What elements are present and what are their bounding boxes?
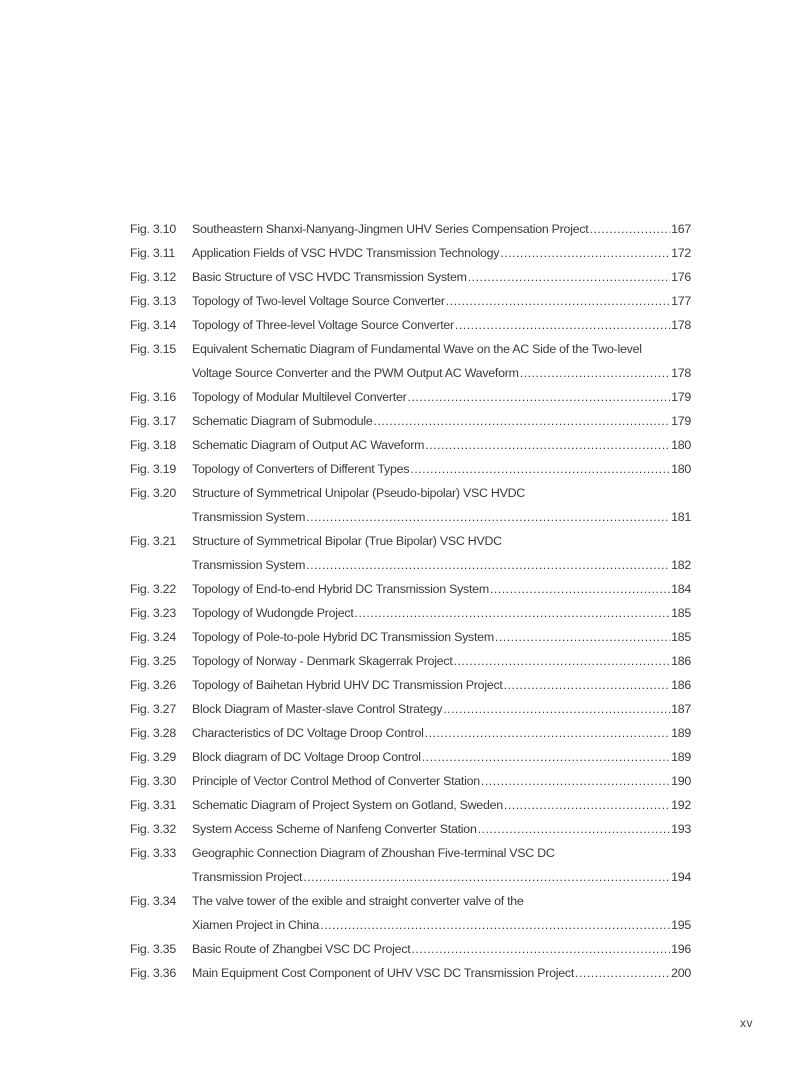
entry-line	[130, 217, 691, 241]
entry-line	[130, 577, 691, 601]
figure-label: Fig. 3.12	[130, 270, 176, 284]
figure-page: 192	[671, 798, 691, 812]
figure-title: Basic Structure of VSC HVDC Transmission System	[192, 270, 467, 284]
entry-line	[130, 649, 691, 673]
entry-line	[130, 793, 691, 817]
figure-title: Schematic Diagram of Output AC Waveform	[192, 438, 425, 452]
figure-entry	[130, 241, 691, 265]
dot-leader	[455, 313, 670, 337]
entry-line	[130, 937, 691, 961]
entry-line	[130, 697, 691, 721]
figure-entry	[130, 841, 691, 889]
entry-line	[130, 361, 691, 385]
figure-entry	[130, 649, 691, 673]
figure-title: Transmission Project	[192, 870, 303, 884]
figure-label	[130, 865, 192, 889]
figure-entry	[130, 601, 691, 625]
dot-leader	[306, 553, 670, 577]
dot-leader	[422, 745, 670, 769]
figure-entry	[130, 217, 691, 241]
dot-leader	[490, 577, 670, 601]
figure-page: 172	[671, 246, 691, 260]
figure-label: Fig. 3.32	[130, 822, 176, 836]
dot-leader	[374, 409, 671, 433]
figure-label: Fig. 3.19	[130, 462, 176, 476]
figure-entry	[130, 745, 691, 769]
entry-line	[130, 529, 691, 553]
figure-label	[130, 553, 192, 577]
figure-title: The valve tower of the exible and straight converter valve of the	[192, 894, 524, 908]
figure-entry	[130, 409, 691, 433]
dot-leader	[303, 865, 670, 889]
entry-line	[130, 289, 691, 313]
dot-leader	[495, 625, 670, 649]
entry-line	[130, 433, 691, 457]
figure-entry	[130, 265, 691, 289]
entry-line	[130, 553, 691, 577]
page-number: xv	[740, 1016, 753, 1030]
entry-line	[130, 625, 691, 649]
figure-title: Structure of Symmetrical Unipolar (Pseudo-bipolar) VSC HVDC	[192, 486, 525, 500]
dot-leader	[320, 913, 670, 937]
figure-page: 186	[671, 654, 691, 668]
figure-label: Fig. 3.31	[130, 798, 176, 812]
figure-entry	[130, 289, 691, 313]
figure-label: Fig. 3.14	[130, 318, 176, 332]
figure-page: 178	[671, 366, 691, 380]
figure-title: Basic Route of Zhangbei VSC DC Project	[192, 942, 411, 956]
figure-page: 184	[671, 582, 691, 596]
figure-title: Xiamen Project in China	[192, 918, 320, 932]
figure-label: Fig. 3.21	[130, 534, 176, 548]
figure-title: Block Diagram of Master-slave Control Strategy	[192, 702, 443, 716]
figure-title: Schematic Diagram of Submodule	[192, 414, 373, 428]
figure-page: 189	[671, 726, 691, 740]
dot-leader	[411, 937, 670, 961]
dot-leader	[575, 961, 670, 985]
figure-entry	[130, 313, 691, 337]
figure-label: Fig. 3.36	[130, 966, 176, 980]
figure-entry	[130, 337, 691, 385]
dot-leader	[425, 433, 670, 457]
entry-line	[130, 769, 691, 793]
figure-label: Fig. 3.26	[130, 678, 176, 692]
entry-line	[130, 841, 691, 865]
dot-leader	[306, 505, 670, 529]
figure-label: Fig. 3.28	[130, 726, 176, 740]
figure-page: 181	[671, 510, 691, 524]
figure-title: System Access Scheme of Nanfeng Converter Station	[192, 822, 477, 836]
figure-entry	[130, 673, 691, 697]
figure-label: Fig. 3.15	[130, 342, 176, 356]
figure-title: Characteristics of DC Voltage Droop Control	[192, 726, 424, 740]
dot-leader	[520, 361, 670, 385]
figure-title: Geographic Connection Diagram of Zhoushan Five-terminal VSC DC	[192, 846, 555, 860]
dot-leader	[443, 697, 670, 721]
figure-title: Southeastern Shanxi-Nanyang-Jingmen UHV Series Compensation Project	[192, 222, 589, 236]
figure-page: 177	[671, 294, 691, 308]
entry-line	[130, 721, 691, 745]
figure-title: Transmission System	[192, 558, 306, 572]
figure-entry	[130, 697, 691, 721]
figure-label: Fig. 3.22	[130, 582, 176, 596]
figure-title: Topology of Two-level Voltage Source Converter	[192, 294, 445, 308]
figure-entry	[130, 889, 691, 937]
figure-page: 194	[671, 870, 691, 884]
figure-label: Fig. 3.20	[130, 486, 176, 500]
figure-label: Fig. 3.35	[130, 942, 176, 956]
dot-leader	[481, 769, 670, 793]
entry-line	[130, 889, 691, 913]
figure-page: 186	[671, 678, 691, 692]
figure-label: Fig. 3.17	[130, 414, 176, 428]
dot-leader	[410, 457, 670, 481]
entry-line	[130, 481, 691, 505]
figure-title: Main Equipment Cost Component of UHV VSC DC Transmission Project	[192, 966, 575, 980]
list-of-figures	[130, 217, 691, 985]
figure-title: Principle of Vector Control Method of Converter Station	[192, 774, 480, 788]
figure-title: Topology of Modular Multilevel Converter	[192, 390, 407, 404]
figure-label	[130, 361, 192, 385]
figure-page: 179	[671, 390, 691, 404]
figure-page: 187	[671, 702, 691, 716]
figure-label: Fig. 3.18	[130, 438, 176, 452]
figure-title: Voltage Source Converter and the PWM Output AC Waveform	[192, 366, 519, 380]
figure-label: Fig. 3.13	[130, 294, 176, 308]
dot-leader	[408, 385, 671, 409]
figure-title: Equivalent Schematic Diagram of Fundamental Wave on the AC Side of the Two-level	[192, 342, 642, 356]
entry-line	[130, 313, 691, 337]
figure-title: Structure of Symmetrical Bipolar (True Bipolar) VSC HVDC	[192, 534, 502, 548]
figure-label	[130, 913, 192, 937]
figure-entry	[130, 937, 691, 961]
entry-line	[130, 457, 691, 481]
figure-entry	[130, 577, 691, 601]
figure-title: Topology of Three-level Voltage Source Converter	[192, 318, 454, 332]
figure-label: Fig. 3.27	[130, 702, 176, 716]
figure-page: 200	[671, 966, 691, 980]
dot-leader	[590, 217, 671, 241]
dot-leader	[504, 793, 670, 817]
figure-title: Schematic Diagram of Project System on Gotland, Sweden	[192, 798, 503, 812]
dot-leader	[355, 601, 671, 625]
dot-leader	[446, 289, 670, 313]
figure-label	[130, 505, 192, 529]
figure-label: Fig. 3.11	[130, 246, 176, 260]
entry-line	[130, 817, 691, 841]
entry-line	[130, 745, 691, 769]
figure-page: 193	[671, 822, 691, 836]
figure-title: Transmission System	[192, 510, 306, 524]
figure-entry	[130, 481, 691, 529]
figure-entry	[130, 433, 691, 457]
figure-page: 167	[671, 222, 691, 236]
entry-line	[130, 601, 691, 625]
figure-title: Topology of Pole-to-pole Hybrid DC Transmission System	[192, 630, 494, 644]
figure-entry	[130, 457, 691, 481]
figure-label: Fig. 3.16	[130, 390, 176, 404]
dot-leader	[425, 721, 670, 745]
entry-line	[130, 865, 691, 889]
figure-label: Fig. 3.34	[130, 894, 176, 908]
figure-page: 185	[671, 630, 691, 644]
figure-title: Topology of Norway - Denmark Skagerrak Project	[192, 654, 453, 668]
figure-page: 180	[671, 438, 691, 452]
dot-leader	[504, 673, 670, 697]
dot-leader	[468, 265, 670, 289]
figure-label: Fig. 3.33	[130, 846, 176, 860]
figure-entry	[130, 721, 691, 745]
figure-page: 196	[671, 942, 691, 956]
dot-leader	[454, 649, 671, 673]
entry-line	[130, 505, 691, 529]
entry-line	[130, 337, 691, 361]
figure-title: Block diagram of DC Voltage Droop Control	[192, 750, 421, 764]
entry-line	[130, 961, 691, 985]
figure-page: 195	[671, 918, 691, 932]
figure-page: 176	[671, 270, 691, 284]
figure-entry	[130, 385, 691, 409]
figure-label: Fig. 3.25	[130, 654, 176, 668]
figure-entry	[130, 625, 691, 649]
figure-entry	[130, 793, 691, 817]
figure-label: Fig. 3.23	[130, 606, 176, 620]
figure-title: Topology of Converters of Different Types	[192, 462, 410, 476]
figure-entry	[130, 961, 691, 985]
figure-page: 190	[671, 774, 691, 788]
figure-title: Topology of Baihetan Hybrid UHV DC Transmission Project	[192, 678, 503, 692]
figure-page: 179	[671, 414, 691, 428]
entry-line	[130, 241, 691, 265]
entry-line	[130, 409, 691, 433]
figure-page: 185	[671, 606, 691, 620]
figure-title: Topology of End-to-end Hybrid DC Transmission System	[192, 582, 489, 596]
entry-line	[130, 265, 691, 289]
figure-label: Fig. 3.29	[130, 750, 176, 764]
figure-entry	[130, 769, 691, 793]
figure-page: 180	[671, 462, 691, 476]
entry-line	[130, 385, 691, 409]
entry-line	[130, 673, 691, 697]
figure-title: Application Fields of VSC HVDC Transmission Technology	[192, 246, 500, 260]
figure-entry	[130, 817, 691, 841]
dot-leader	[478, 817, 670, 841]
figure-title: Topology of Wudongde Project	[192, 606, 354, 620]
figure-label: Fig. 3.10	[130, 222, 176, 236]
entry-line	[130, 913, 691, 937]
figure-label: Fig. 3.24	[130, 630, 176, 644]
figure-page: 182	[671, 558, 691, 572]
dot-leader	[500, 241, 670, 265]
figure-page: 178	[671, 318, 691, 332]
figure-page: 189	[671, 750, 691, 764]
figure-label: Fig. 3.30	[130, 774, 176, 788]
figure-entry	[130, 529, 691, 577]
